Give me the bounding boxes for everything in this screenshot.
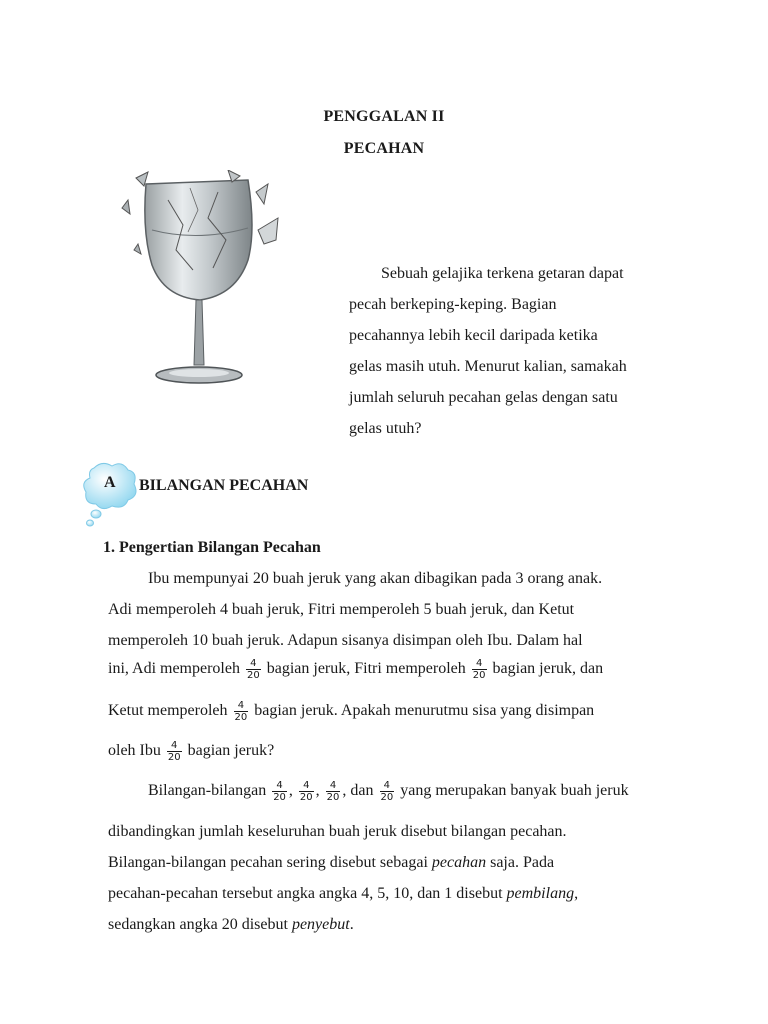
intro-line: Sebuah gelajika terkena getaran dapat: [381, 265, 624, 282]
text-span: Bilangan-bilangan: [148, 782, 267, 800]
paragraph-line: Ibu mempunyai 20 buah jeruk yang akan dibagikan pada 3 orang anak.: [148, 570, 603, 587]
subsection-title: 1. Pengertian Bilangan Pecahan: [103, 539, 321, 556]
text-span: sedangkan angka 20 disebut: [108, 916, 288, 933]
text-span: ,: [315, 782, 320, 800]
text-span: bagian jeruk. Apakah menurutmu sisa yang disimpan: [254, 702, 595, 720]
text-span: bagian jeruk, Fitri memperoleh: [266, 660, 466, 678]
fraction: $\frac{4}{20}$: [234, 700, 248, 723]
fraction: $\frac{4}{20}$: [380, 780, 394, 803]
fraction: $\frac{4}{20}$: [273, 780, 286, 803]
intro-paragraph: [349, 258, 679, 444]
text-span: , dan: [342, 782, 374, 800]
text-span: pecahan-pecahan tersebut angka angka 4, 5, 10, dan 1 disebut: [108, 885, 503, 902]
broken-glass-illustration: [108, 170, 288, 395]
fraction: $\frac{4}{20}$: [326, 780, 340, 803]
intro-line: gelas masih utuh. Menurut kalian, samakah: [349, 358, 627, 375]
paragraph-line: Adi memperoleh 4 buah jeruk, Fitri memperoleh 5 buah jeruk, dan Ketut: [108, 601, 575, 618]
fraction: $\frac{4}{20}$: [299, 780, 313, 803]
intro-line: pecah berkeping-keping. Bagian: [349, 296, 557, 313]
italic-term: pembilang: [506, 885, 575, 902]
fraction: $\frac{4}{20}$: [167, 740, 181, 763]
italic-term: pecahan: [431, 854, 487, 871]
intro-line: jumlah seluruh pecahan gelas dengan satu: [349, 389, 618, 406]
paragraph-line: dibandingkan jumlah keseluruhan buah jeruk disebut bilangan pecahan.: [108, 823, 567, 840]
text-span: ,: [288, 782, 293, 800]
paragraph-line: memperoleh 10 buah jeruk. Adapun sisanya disimpan oleh Ibu. Dalam hal: [108, 632, 583, 649]
intro-line: pecahannya lebih kecil daripada ketika: [349, 327, 598, 344]
chapter-title: PENGGALAN II: [323, 108, 445, 125]
text-span: .: [349, 916, 354, 933]
thought-cloud-icon: [80, 460, 140, 532]
text-span: yang merupakan banyak buah jeruk: [400, 782, 629, 800]
text-span: oleh Ibu: [108, 742, 161, 760]
chapter-subtitle: PECAHAN: [343, 140, 425, 157]
text-span: bagian jeruk?: [187, 742, 275, 760]
text-span: ini, Adi memperoleh: [108, 660, 240, 678]
paragraph-line: [108, 854, 708, 872]
paragraph-line: [108, 740, 708, 763]
paragraph-line: [108, 700, 708, 723]
text-span: Ketut memperoleh: [108, 702, 228, 720]
paragraph-line: [108, 780, 748, 803]
text-span: bagian jeruk, dan: [492, 660, 604, 678]
paragraph-line: [108, 658, 708, 681]
fraction: $\frac{4}{20}$: [472, 658, 486, 681]
paragraph-line: [108, 885, 708, 903]
intro-line: gelas utuh?: [349, 420, 422, 437]
text-span: ,: [574, 885, 579, 902]
text-span: Bilangan-bilangan pecahan sering disebut sebagai: [108, 854, 428, 871]
paragraph-line: [108, 916, 708, 934]
text-span: saja. Pada: [490, 854, 555, 871]
section-letter: A: [104, 474, 116, 491]
section-title: BILANGAN PECAHAN: [139, 477, 309, 494]
fraction: $\frac{4}{20}$: [246, 658, 260, 681]
italic-term: penyebut: [291, 916, 350, 933]
